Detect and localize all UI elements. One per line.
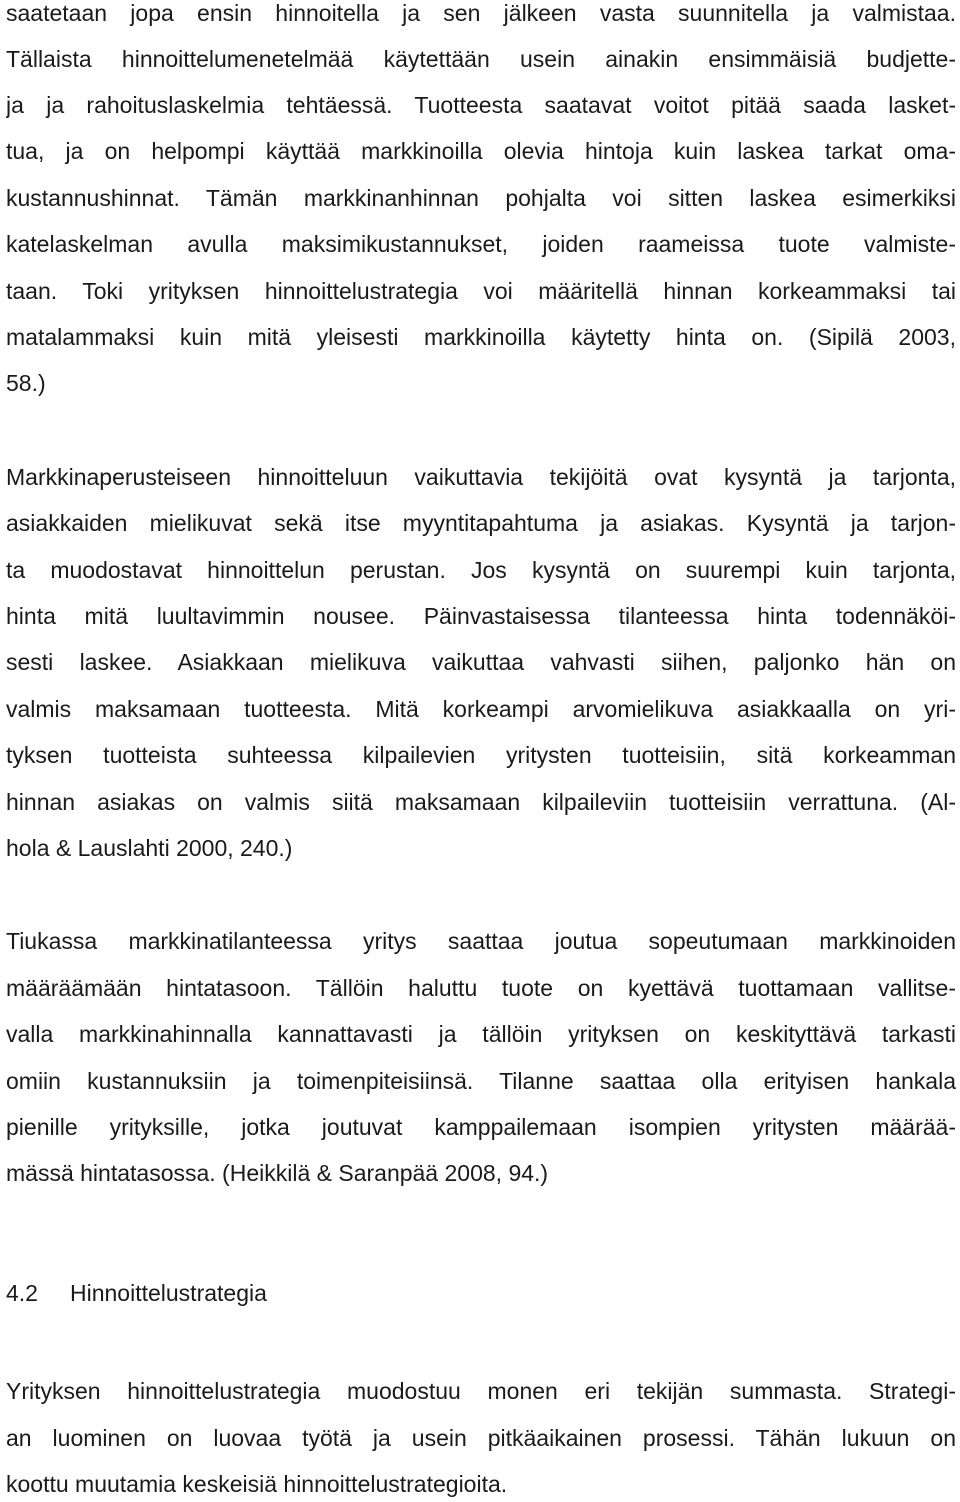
text-line: määräämään hintatasoon. Tällöin haluttu tuote on kyettävä tuottamaan vallitse- [6, 975, 956, 1001]
text-line: asiakkaiden mielikuvat sekä itse myyntitapahtuma ja asiakas. Kysyntä ja tarjon- [6, 510, 956, 536]
text-line: pienille yrityksille, jotka joutuvat kamppailemaan isompien yritysten määrää- [6, 1114, 956, 1140]
text-line: tyksen tuotteista suhteessa kilpailevien yritysten tuotteisiin, sitä korkeamman [6, 742, 956, 768]
text-line: katelaskelman avulla maksimikustannukset, joiden raameissa tuote valmiste- [6, 231, 956, 257]
text-line: valmis maksamaan tuotteesta. Mitä korkeampi arvomielikuva asiakkaalla on yri- [6, 696, 956, 722]
text-line: tua, ja on helpompi käyttää markkinoilla olevia hintoja kuin laskea tarkat oma- [6, 138, 956, 164]
text-line: 58.) [6, 370, 46, 396]
text-line: sesti laskee. Asiakkaan mielikuva vaikuttaa vahvasti siihen, paljonko hän on [6, 649, 956, 675]
text-line: valla markkinahinnalla kannattavasti ja tällöin yrityksen on keskityttävä tarkasti [6, 1021, 956, 1047]
text-line: koottu muutamia keskeisiä hinnoittelustrategioita. [6, 1471, 508, 1497]
text-line: matalammaksi kuin mitä yleisesti markkinoilla käytetty hinta on. (Sipilä 2003, [6, 324, 956, 350]
text-line: omiin kustannuksiin ja toimenpiteisiinsä. Tilanne saattaa olla erityisen hankala [6, 1068, 956, 1094]
text-line: Tiukassa markkinatilanteessa yritys saattaa joutua sopeutumaan markkinoiden [6, 928, 956, 954]
text-line: ta muodostavat hinnoittelun perustan. Jos kysyntä on suurempi kuin tarjonta, [6, 557, 956, 583]
text-line: Markkinaperusteiseen hinnoitteluun vaikuttavia tekijöitä ovat kysyntä ja tarjonta, [6, 464, 956, 490]
text-line: mässä hintatasossa. (Heikkilä & Saranpää 2008, 94.) [6, 1160, 549, 1186]
text-line: hola & Lauslahti 2000, 240.) [6, 835, 293, 861]
text-line: hinnan asiakas on valmis siitä maksamaan kilpaileviin tuotteisiin verrattuna. (Al- [6, 789, 956, 815]
text-line: kustannushinnat. Tämän markkinanhinnan pohjalta voi sitten laskea esimerkiksi [6, 185, 956, 211]
text-line: an luominen on luovaa työtä ja usein pitkäaikainen prosessi. Tähän lukuun on [6, 1425, 956, 1451]
text-line: ja ja rahoituslaskelmia tehtäessä. Tuotteesta saatavat voitot pitää saada lasket- [6, 92, 956, 118]
section-title: Hinnoittelustrategia [70, 1280, 267, 1306]
text-line: taan. Toki yrityksen hinnoittelustrategia voi määritellä hinnan korkeammaksi tai [6, 278, 956, 304]
text-line: hinta mitä luultavimmin nousee. Päinvastaisessa tilanteessa hinta todennäköi- [6, 603, 956, 629]
section-heading [6, 1278, 267, 1308]
text-line: Yrityksen hinnoittelustrategia muodostuu monen eri tekijän summasta. Strategi- [6, 1378, 956, 1404]
text-line: saatetaan jopa ensin hinnoitella ja sen jälkeen vasta suunnitella ja valmistaa. [6, 0, 956, 26]
section-number: 4.2 [6, 1280, 38, 1306]
text-line: Tällaista hinnoittelumenetelmää käytettään usein ainakin ensimmäisiä budjette- [6, 46, 956, 72]
